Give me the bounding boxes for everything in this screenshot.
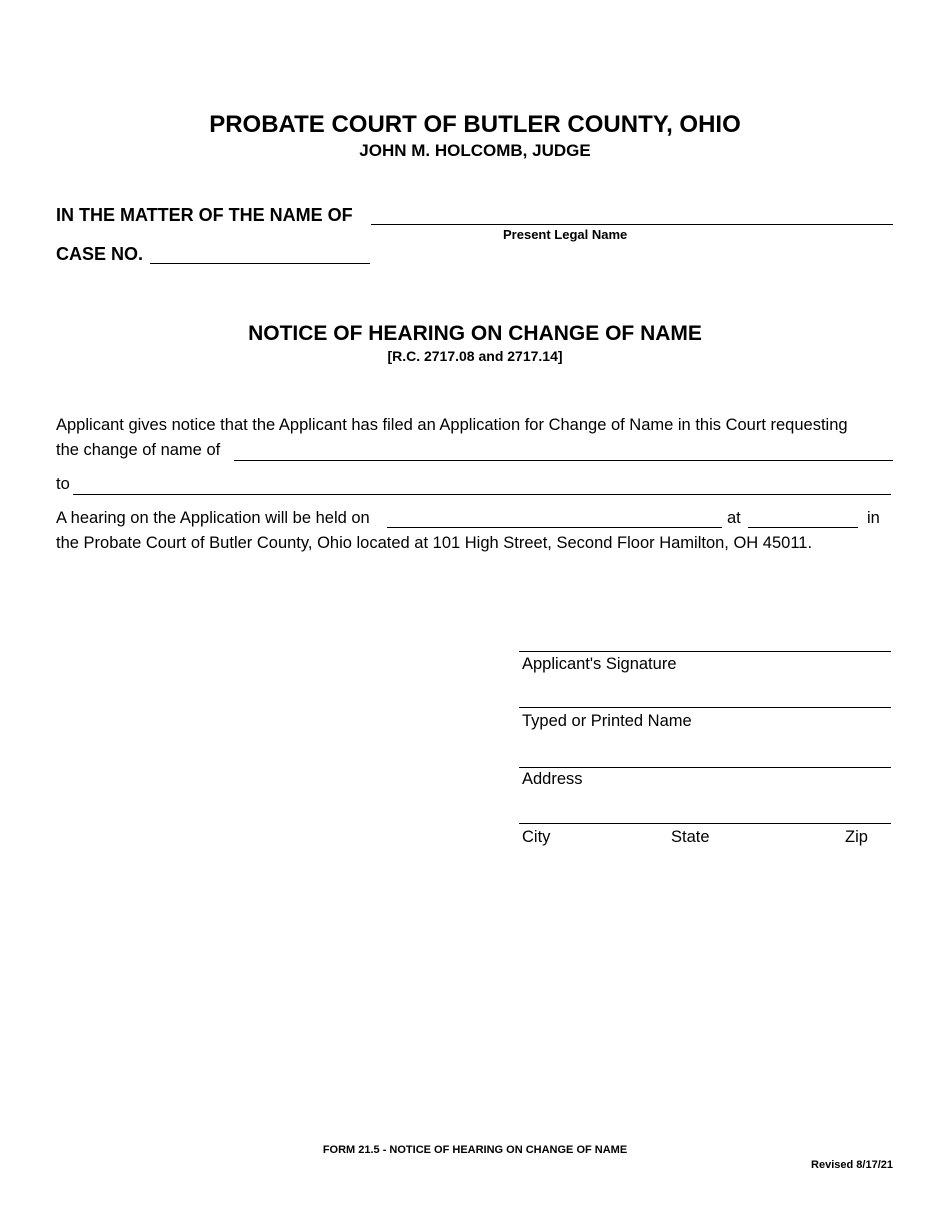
in-label: in [867,509,880,527]
notice-paragraph-line1: Applicant gives notice that the Applicant has filed an Application for Change of Name in this Court requesting [56,416,848,434]
hearing-date-field[interactable] [387,527,722,528]
present-legal-name-label: Present Legal Name [503,227,628,242]
case-no-field[interactable] [150,263,370,264]
revised-date: Revised 8/17/21 [811,1159,893,1171]
present-legal-name-field[interactable] [371,224,893,225]
location-line: the Probate Court of Butler County, Ohio located at 101 High Street, Second Floor Hamilton, OH 45011. [56,534,813,552]
zip-label: Zip [845,828,868,846]
hearing-prefix: A hearing on the Application will be held on [56,509,370,527]
address-label: Address [522,770,583,788]
new-name-field[interactable] [73,494,891,495]
form-footer: FORM 21.5 - NOTICE OF HEARING ON CHANGE OF NAME [322,1144,628,1156]
current-name-field[interactable] [234,460,893,461]
signature-label: Applicant's Signature [522,655,677,673]
to-label: to [56,475,70,493]
court-title: PROBATE COURT OF BUTLER COUNTY, OHIO [209,111,741,138]
city-state-zip-field[interactable] [519,823,891,824]
at-label: at [727,509,741,527]
notice-title: NOTICE OF HEARING ON CHANGE OF NAME [248,322,702,345]
judge-name: JOHN M. HOLCOMB, JUDGE [359,141,591,160]
address-field[interactable] [519,767,891,768]
printed-name-label: Typed or Printed Name [522,712,692,730]
hearing-time-field[interactable] [748,527,858,528]
state-label: State [671,828,710,846]
printed-name-field[interactable] [519,707,891,708]
notice-paragraph-line2: the change of name of [56,441,221,459]
signature-field[interactable] [519,651,891,652]
matter-label: IN THE MATTER OF THE NAME OF [56,205,353,225]
city-label: City [522,828,551,846]
case-no-label: CASE NO. [56,244,144,264]
notice-statute: [R.C. 2717.08 and 2717.14] [387,348,563,364]
